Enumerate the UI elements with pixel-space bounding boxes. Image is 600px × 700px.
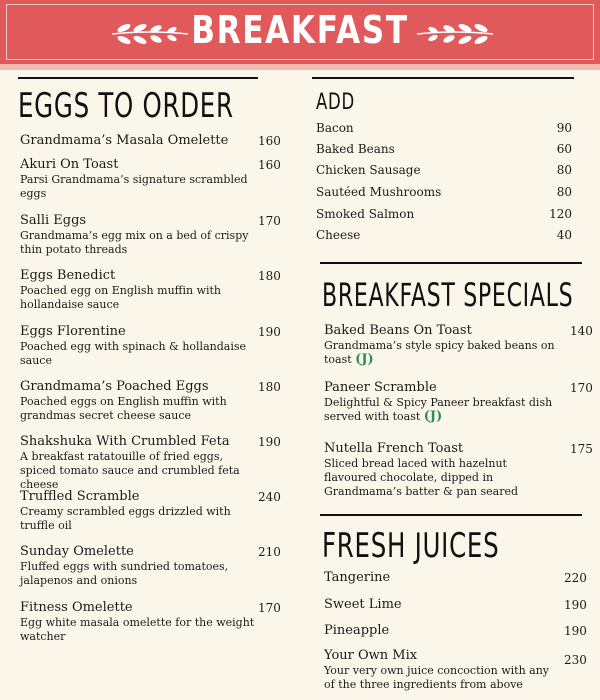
- menu-item: [20, 213, 281, 257]
- divider: [312, 77, 574, 79]
- menu-item: [324, 623, 587, 639]
- addon-price: 80: [556, 185, 572, 199]
- addon-name: Bacon: [316, 121, 354, 135]
- item-description: Your very own juice concoction with any of the three ingredients from above: [324, 664, 550, 691]
- menu-item: [324, 597, 587, 613]
- menu-item: [324, 323, 593, 367]
- addon-row: [316, 121, 572, 135]
- menu-item: [20, 379, 281, 423]
- item-description: Sliced bread laced with hazelnut flavoured chocolate, dipped in Grandmama’s batter & pan seared: [324, 457, 519, 498]
- addon-row: [316, 142, 572, 156]
- item-name: Grandmama’s Poached Eggs: [20, 379, 209, 394]
- menu-item: [20, 324, 281, 368]
- item-price: 220: [564, 571, 587, 585]
- divider: [18, 77, 258, 79]
- item-price: 180: [258, 269, 281, 283]
- menu-item: [324, 570, 587, 586]
- addon-row: [316, 185, 572, 199]
- item-name: Tangerine: [324, 570, 391, 585]
- item-price: 175: [570, 442, 593, 456]
- item-description: Poached eggs on English muffin with grandmas secret cheese sauce: [20, 395, 227, 422]
- menu-item: [324, 380, 593, 424]
- item-description: A breakfast ratatouille of fried eggs, spiced tomato sauce and crumbled feta cheese: [20, 450, 240, 491]
- menu-item: [324, 648, 587, 692]
- item-description: Poached egg on English muffin with hollandaise sauce: [20, 284, 222, 311]
- item-price: 190: [258, 325, 281, 339]
- item-price: 170: [258, 214, 281, 228]
- item-name: Your Own Mix: [324, 648, 418, 663]
- item-description: Grandmama’s egg mix on a bed of crispy thin potato threads: [20, 229, 249, 256]
- addon-name: Baked Beans: [316, 142, 395, 156]
- addon-row: [316, 163, 572, 177]
- addon-price: 90: [556, 121, 572, 135]
- jain-badge: (J): [355, 352, 374, 367]
- item-name: Salli Eggs: [20, 213, 87, 228]
- leaf-ornament-icon: [415, 22, 495, 46]
- item-description: Egg white masala omelette for the weight watcher: [20, 616, 255, 643]
- title-banner: [0, 0, 600, 70]
- section-heading-juices: FRESH JUICES: [322, 526, 500, 566]
- item-price: 170: [258, 601, 281, 615]
- section-heading-add: ADD: [316, 90, 355, 115]
- item-name: Nutella French Toast: [324, 441, 464, 456]
- menu-item: [20, 544, 281, 588]
- addon-name: Cheese: [316, 228, 361, 242]
- addon-name: Smoked Salmon: [316, 207, 415, 221]
- item-description: Delightful & Spicy Paneer breakfast dish served with toast (J): [324, 396, 553, 424]
- jain-badge: (J): [423, 409, 443, 424]
- item-description: Poached egg with spinach & hollandaise sauce: [20, 340, 246, 367]
- item-description: Parsi Grandmama’s signature scrambled eggs: [20, 173, 248, 200]
- menu-item: [20, 157, 281, 201]
- item-description: Creamy scrambled eggs drizzled with truffle oil: [20, 505, 231, 532]
- item-price: 240: [258, 490, 281, 504]
- item-name: Sunday Omelette: [20, 544, 134, 559]
- section-heading-eggs: EGGS TO ORDER: [18, 86, 234, 126]
- section-heading-specials: BREAKFAST SPECIALS: [322, 276, 574, 314]
- addon-price: 120: [549, 207, 572, 221]
- item-description: Grandmama’s style spicy baked beans on toast (J): [324, 339, 555, 367]
- page-title: BREAKFAST: [191, 8, 409, 52]
- divider: [320, 262, 582, 264]
- item-price: 210: [258, 545, 281, 559]
- menu-item: [20, 268, 281, 312]
- menu-item: [20, 434, 281, 492]
- item-name: Eggs Benedict: [20, 268, 116, 283]
- addon-row: [316, 228, 572, 242]
- item-name: Eggs Florentine: [20, 324, 126, 339]
- item-price: 140: [570, 324, 593, 338]
- item-name: Paneer Scramble: [324, 380, 437, 395]
- item-name: Baked Beans On Toast: [324, 323, 472, 338]
- item-price: 160: [258, 158, 281, 172]
- item-price: 190: [564, 624, 587, 638]
- divider: [320, 514, 582, 516]
- addon-price: 60: [556, 142, 572, 156]
- item-name: Fitness Omelette: [20, 600, 133, 615]
- item-name: Truffled Scramble: [20, 489, 140, 504]
- addon-row: [316, 207, 572, 221]
- addon-name: Sautéed Mushrooms: [316, 185, 442, 199]
- item-price: 180: [258, 380, 281, 394]
- item-price: 160: [258, 134, 281, 148]
- menu-item: [20, 133, 281, 149]
- addon-name: Chicken Sausage: [316, 163, 421, 177]
- menu-item: [324, 441, 593, 499]
- item-price: 190: [564, 598, 587, 612]
- item-name: Akuri On Toast: [20, 157, 119, 172]
- item-name: Grandmama’s Masala Omelette: [20, 133, 229, 148]
- addon-price: 40: [556, 228, 572, 242]
- item-name: Sweet Lime: [324, 597, 402, 612]
- menu-item: [20, 489, 281, 533]
- item-price: 170: [570, 381, 593, 395]
- addon-price: 80: [556, 163, 572, 177]
- item-name: Pineapple: [324, 623, 390, 638]
- item-price: 230: [564, 653, 587, 667]
- item-price: 190: [258, 435, 281, 449]
- item-description: Fluffed eggs with sundried tomatoes, jalapenos and onions: [20, 560, 229, 587]
- item-name: Shakshuka With Crumbled Feta: [20, 434, 230, 449]
- menu-item: [20, 600, 281, 644]
